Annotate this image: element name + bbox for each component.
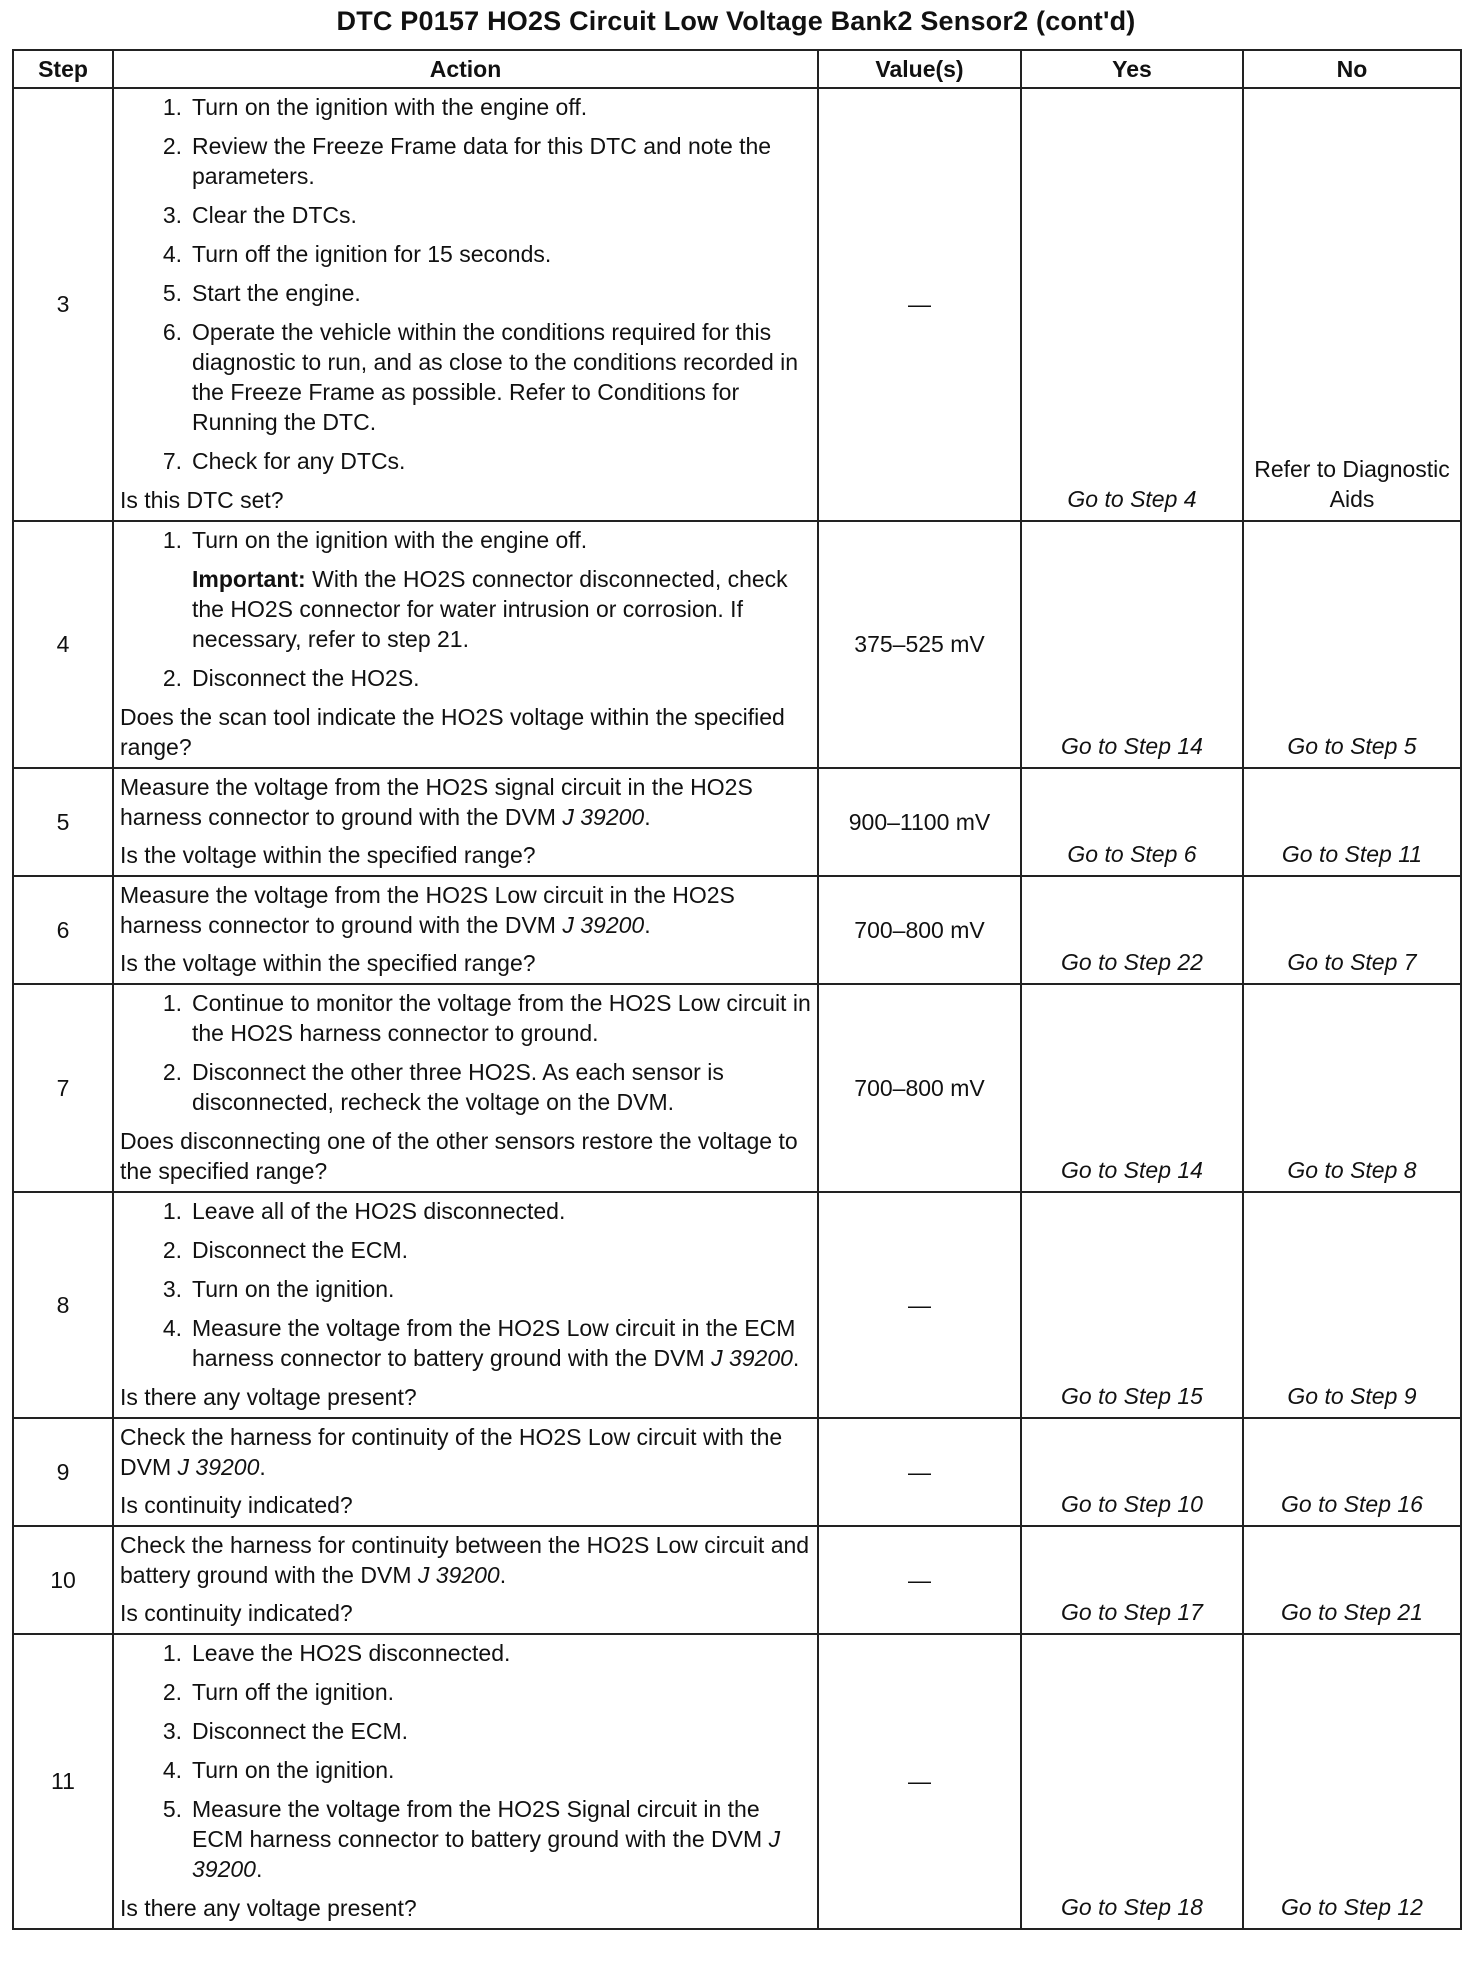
item-text: [192, 131, 811, 191]
header-yes: Yes: [1021, 50, 1243, 88]
no-result: Go to Step 7: [1243, 876, 1461, 984]
yes-result: Go to Step 14: [1021, 521, 1243, 768]
item-text-body: Review the Freeze Frame data for this DTC and note the parameters.: [192, 133, 772, 189]
no-result: Go to Step 9: [1243, 1192, 1461, 1418]
table-row: [13, 521, 1461, 768]
diagnostic-table: [12, 49, 1462, 1930]
item-number: 5.: [162, 280, 182, 306]
action-cell: [113, 768, 818, 876]
important-note: [120, 564, 811, 654]
item-text: [192, 278, 811, 308]
item-number: 2.: [162, 1237, 182, 1263]
yes-result: Go to Step 15: [1021, 1192, 1243, 1418]
item-text-body: Turn off the ignition.: [192, 1679, 395, 1705]
item-text-body: Turn on the ignition with the engine off.: [192, 527, 588, 553]
action-item: [120, 1638, 811, 1668]
no-result: Refer to Diagnostic Aids: [1243, 88, 1461, 521]
header-no: No: [1243, 50, 1461, 88]
action-paragraph: Check the harness for continuity of the HO2S Low circuit with the DVM J 39200.: [120, 1424, 783, 1480]
action-item: [120, 1755, 811, 1785]
item-number: 1.: [162, 94, 182, 120]
action-question: Is continuity indicated?: [120, 1600, 353, 1626]
item-text: [192, 988, 811, 1048]
no-result: Go to Step 21: [1243, 1526, 1461, 1634]
table-row: [13, 768, 1461, 876]
header-step: Step: [13, 50, 113, 88]
item-number: 2.: [162, 133, 182, 159]
item-number: 1.: [162, 1198, 182, 1224]
item-text-body: Disconnect the HO2S.: [192, 665, 420, 691]
action-item: [120, 1274, 811, 1304]
item-number: 6.: [162, 319, 182, 345]
yes-result: Go to Step 10: [1021, 1418, 1243, 1526]
action-question: Is the voltage within the specified range?: [120, 950, 536, 976]
item-text-body: Disconnect the ECM.: [192, 1718, 409, 1744]
table-row: [13, 1634, 1461, 1929]
action-cell: [113, 984, 818, 1192]
step-number: 4: [13, 521, 113, 768]
item-number: 2.: [162, 1679, 182, 1705]
item-text: Measure the voltage from the HO2S Signal circuit in the ECM harness connector to battery ground with the DVM J 39200.: [192, 1796, 781, 1882]
table-row: [13, 1192, 1461, 1418]
action-cell: [113, 88, 818, 521]
action-item: [120, 988, 811, 1048]
step-number: 11: [13, 1634, 113, 1929]
no-result: Go to Step 11: [1243, 768, 1461, 876]
action-cell: [113, 1192, 818, 1418]
value-cell: —: [818, 1526, 1021, 1634]
item-number: 3.: [162, 1276, 182, 1302]
important-text: With the HO2S connector disconnected, check the HO2S connector for water intrusion or corrosion. If necessary, refer to step 21.: [192, 566, 788, 652]
item-text: [192, 1638, 811, 1668]
action-question: Is there any voltage present?: [120, 1895, 417, 1921]
item-text: [192, 525, 811, 555]
item-number: 3.: [162, 202, 182, 228]
table-row: [13, 1526, 1461, 1634]
action-item: [120, 1057, 811, 1117]
important-label: Important:: [192, 566, 306, 592]
action-question: Is continuity indicated?: [120, 1492, 353, 1518]
item-text-body: Disconnect the ECM.: [192, 1237, 409, 1263]
item-number: 1.: [162, 1640, 182, 1666]
item-text: [192, 1677, 811, 1707]
no-result: Go to Step 8: [1243, 984, 1461, 1192]
item-number: 2.: [162, 1059, 182, 1085]
item-number: 7.: [162, 448, 182, 474]
yes-result: Go to Step 18: [1021, 1634, 1243, 1929]
item-text: [192, 1235, 811, 1265]
value-cell: —: [818, 1192, 1021, 1418]
yes-result: Go to Step 4: [1021, 88, 1243, 521]
action-cell: [113, 521, 818, 768]
item-text-body: Measure the voltage from the HO2S Signal circuit in the ECM harness connector to battery ground with the DVM: [192, 1796, 763, 1852]
item-text: [192, 663, 811, 693]
value-cell: 375–525 mV: [818, 521, 1021, 768]
action-paragraph: Measure the voltage from the HO2S signal circuit in the HO2S harness connector to ground with the DVM J 39200.: [120, 774, 753, 830]
item-text-body: Leave the HO2S disconnected.: [192, 1640, 511, 1666]
tool-reference: J 39200: [417, 1562, 500, 1588]
yes-result: Go to Step 17: [1021, 1526, 1243, 1634]
action-item: [120, 1794, 811, 1884]
action-paragraph: Measure the voltage from the HO2S Low circuit in the HO2S harness connector to ground with the DVM J 39200.: [120, 882, 735, 938]
paragraph-text: Check the harness for continuity between the HO2S Low circuit and battery ground with the DVM: [120, 1532, 810, 1588]
tool-reference: J 39200: [562, 804, 645, 830]
item-text-body: Operate the vehicle within the conditions required for this diagnostic to run, and as close to the conditions recorded in the Freeze Frame as possible. Refer to Conditions for Running the DTC.: [192, 319, 799, 435]
item-text: [192, 1196, 811, 1226]
action-cell: [113, 1418, 818, 1526]
item-text-body: Turn on the ignition.: [192, 1276, 395, 1302]
paragraph-text: Measure the voltage from the HO2S signal circuit in the HO2S harness connector to ground with the DVM: [120, 774, 753, 830]
action-item: [120, 1235, 811, 1265]
item-number: 4.: [162, 1757, 182, 1783]
item-text-body: Clear the DTCs.: [192, 202, 357, 228]
table-header-row: [13, 50, 1461, 88]
action-item: [120, 446, 811, 476]
table-row: [13, 88, 1461, 521]
yes-result: Go to Step 14: [1021, 984, 1243, 1192]
table-row: [13, 984, 1461, 1192]
item-number: 1.: [162, 527, 182, 553]
action-item: [120, 1196, 811, 1226]
action-item: [120, 525, 811, 555]
value-cell: —: [818, 88, 1021, 521]
item-number: 5.: [162, 1796, 182, 1822]
action-item: [120, 278, 811, 308]
paragraph-text: Check the harness for continuity of the HO2S Low circuit with the DVM: [120, 1424, 783, 1480]
action-cell: [113, 876, 818, 984]
page-title: DTC P0157 HO2S Circuit Low Voltage Bank2 Sensor2 (cont'd): [336, 6, 1136, 36]
no-result: Go to Step 12: [1243, 1634, 1461, 1929]
action-question: Is there any voltage present?: [120, 1384, 417, 1410]
item-number: 4.: [162, 241, 182, 267]
item-text: [192, 239, 811, 269]
action-item: [120, 317, 811, 437]
tool-reference: J 39200: [711, 1345, 793, 1371]
value-cell: 900–1100 mV: [818, 768, 1021, 876]
tool-reference: J 39200: [177, 1454, 260, 1480]
item-text-body: Turn on the ignition.: [192, 1757, 395, 1783]
step-number: 6: [13, 876, 113, 984]
action-item: [120, 663, 811, 693]
no-result: Go to Step 16: [1243, 1418, 1461, 1526]
item-text: [192, 1716, 811, 1746]
value-cell: —: [818, 1634, 1021, 1929]
item-text: [192, 1755, 811, 1785]
header-values: Value(s): [818, 50, 1021, 88]
item-number: 1.: [162, 990, 182, 1016]
action-paragraph: Check the harness for continuity between the HO2S Low circuit and battery ground with the DVM J 39200.: [120, 1532, 810, 1588]
item-text-body: Turn off the ignition for 15 seconds.: [192, 241, 552, 267]
action-item: [120, 239, 811, 269]
item-text: [192, 317, 811, 437]
table-row: [13, 1418, 1461, 1526]
action-item: [120, 92, 811, 122]
item-text-body: Continue to monitor the voltage from the HO2S Low circuit in the HO2S harness connector to ground.: [192, 990, 811, 1046]
action-item: [120, 1313, 811, 1373]
item-text-body: Start the engine.: [192, 280, 361, 306]
action-item: [120, 1716, 811, 1746]
item-text: [192, 92, 811, 122]
header-action: Action: [113, 50, 818, 88]
tool-reference: J 39200: [192, 1826, 781, 1882]
step-number: 3: [13, 88, 113, 521]
item-text-body: Check for any DTCs.: [192, 448, 406, 474]
step-number: 5: [13, 768, 113, 876]
value-cell: 700–800 mV: [818, 984, 1021, 1192]
table-row: [13, 876, 1461, 984]
yes-result: Go to Step 22: [1021, 876, 1243, 984]
item-text: Measure the voltage from the HO2S Low circuit in the ECM harness connector to battery ground with the DVM J 39200.: [192, 1315, 800, 1371]
action-item: [120, 200, 811, 230]
item-text-body: Measure the voltage from the HO2S Low circuit in the ECM harness connector to battery ground with the DVM: [192, 1315, 796, 1371]
item-text: [192, 446, 811, 476]
step-number: 9: [13, 1418, 113, 1526]
item-text: [192, 1057, 811, 1117]
action-cell: [113, 1526, 818, 1634]
action-question: Is this DTC set?: [120, 487, 284, 513]
item-text: [192, 200, 811, 230]
paragraph-text: Measure the voltage from the HO2S Low circuit in the HO2S harness connector to ground with the DVM: [120, 882, 735, 938]
step-number: 7: [13, 984, 113, 1192]
item-number: 3.: [162, 1718, 182, 1744]
action-item: [120, 1677, 811, 1707]
item-number: 2.: [162, 665, 182, 691]
value-cell: 700–800 mV: [818, 876, 1021, 984]
step-number: 10: [13, 1526, 113, 1634]
item-text-body: Turn on the ignition with the engine off.: [192, 94, 588, 120]
value-cell: —: [818, 1418, 1021, 1526]
item-number: 4.: [162, 1315, 182, 1341]
item-text-body: Leave all of the HO2S disconnected.: [192, 1198, 566, 1224]
no-result: Go to Step 5: [1243, 521, 1461, 768]
step-number: 8: [13, 1192, 113, 1418]
item-text-body: Disconnect the other three HO2S. As each sensor is disconnected, recheck the voltage on the DVM.: [192, 1059, 724, 1115]
item-text: [192, 1274, 811, 1304]
action-question: Does disconnecting one of the other sensors restore the voltage to the specified range?: [120, 1128, 798, 1184]
action-cell: [113, 1634, 818, 1929]
action-question: Is the voltage within the specified range?: [120, 842, 536, 868]
action-item: [120, 131, 811, 191]
tool-reference: J 39200: [562, 912, 645, 938]
yes-result: Go to Step 6: [1021, 768, 1243, 876]
action-question: Does the scan tool indicate the HO2S voltage within the specified range?: [120, 704, 785, 760]
